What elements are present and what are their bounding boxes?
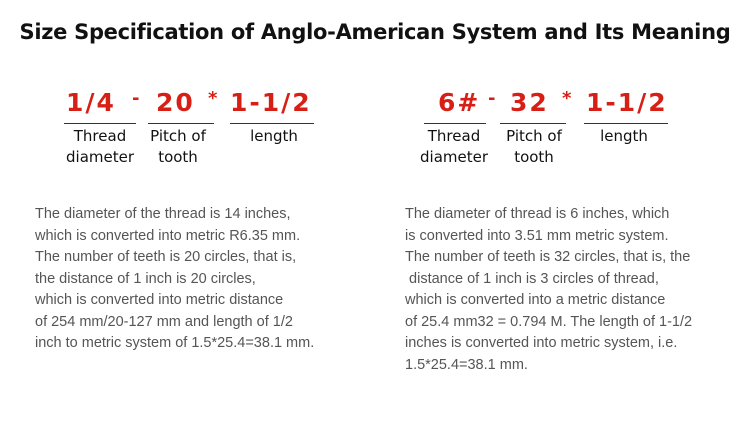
description-line: The diameter of the thread is 14 inches,: [35, 206, 291, 222]
pitch-underline: [148, 123, 214, 124]
length-label: length: [600, 127, 648, 145]
length-underline: [584, 123, 668, 124]
length-value: 1-1/2: [230, 88, 312, 117]
description-line: 1.5*25.4=38.1 mm.: [405, 356, 528, 373]
description-line: The number of teeth is 32 circles, that is, the: [405, 249, 691, 265]
description-line: of 25.4 mm32 = 0.794 M. The length of 1-1/2: [405, 313, 693, 330]
description-line: inch to metric system of 1.5*25.4=38.1 mm.: [35, 335, 315, 351]
spec-left: [50, 84, 380, 194]
page-title: Size Specification of Anglo-American System and Its Meaning: [19, 20, 731, 44]
diameter-underline: [64, 123, 136, 124]
pitch-underline: [500, 123, 566, 124]
description-line: is converted into 3.51 mm metric system.: [405, 227, 669, 244]
description-line: distance of 1 inch is 3 circles of thread,: [405, 270, 659, 287]
description-line: of 254 mm/20-127 mm and length of 1/2: [35, 313, 293, 330]
diameter-label: Thread diameter: [420, 127, 488, 166]
description-line: which is converted into metric R6.35 mm.: [35, 227, 301, 244]
thread-diameter-value: 1/4: [66, 88, 116, 117]
spec-right: [410, 84, 740, 194]
thread-diameter-value: 6#: [438, 88, 481, 117]
star-separator: *: [562, 88, 572, 109]
pitch-label: Pitch of tooth: [150, 127, 206, 166]
length-underline: [230, 123, 314, 124]
pitch-value: 32: [510, 88, 549, 117]
description-line: The diameter of thread is 6 inches, which: [405, 206, 670, 222]
description-line: which is converted into a metric distance: [405, 292, 666, 308]
right-description: [405, 204, 745, 376]
pitch-value: 20: [156, 88, 195, 117]
pitch-label: Pitch of tooth: [506, 127, 562, 166]
star-separator: *: [208, 88, 218, 109]
description-line: the distance of 1 inch is 20 circles,: [35, 270, 256, 287]
dash-separator: -: [132, 88, 140, 109]
left-description: [35, 204, 375, 355]
length-label: length: [250, 127, 298, 145]
diameter-label: Thread diameter: [66, 127, 134, 166]
description-line: inches is converted into metric system, i.e.: [405, 335, 678, 351]
description-line: The number of teeth is 20 circles, that is,: [35, 249, 297, 265]
length-value: 1-1/2: [586, 88, 668, 117]
diameter-underline: [424, 123, 486, 124]
dash-separator: -: [488, 88, 496, 109]
description-line: which is converted into metric distance: [35, 292, 284, 308]
